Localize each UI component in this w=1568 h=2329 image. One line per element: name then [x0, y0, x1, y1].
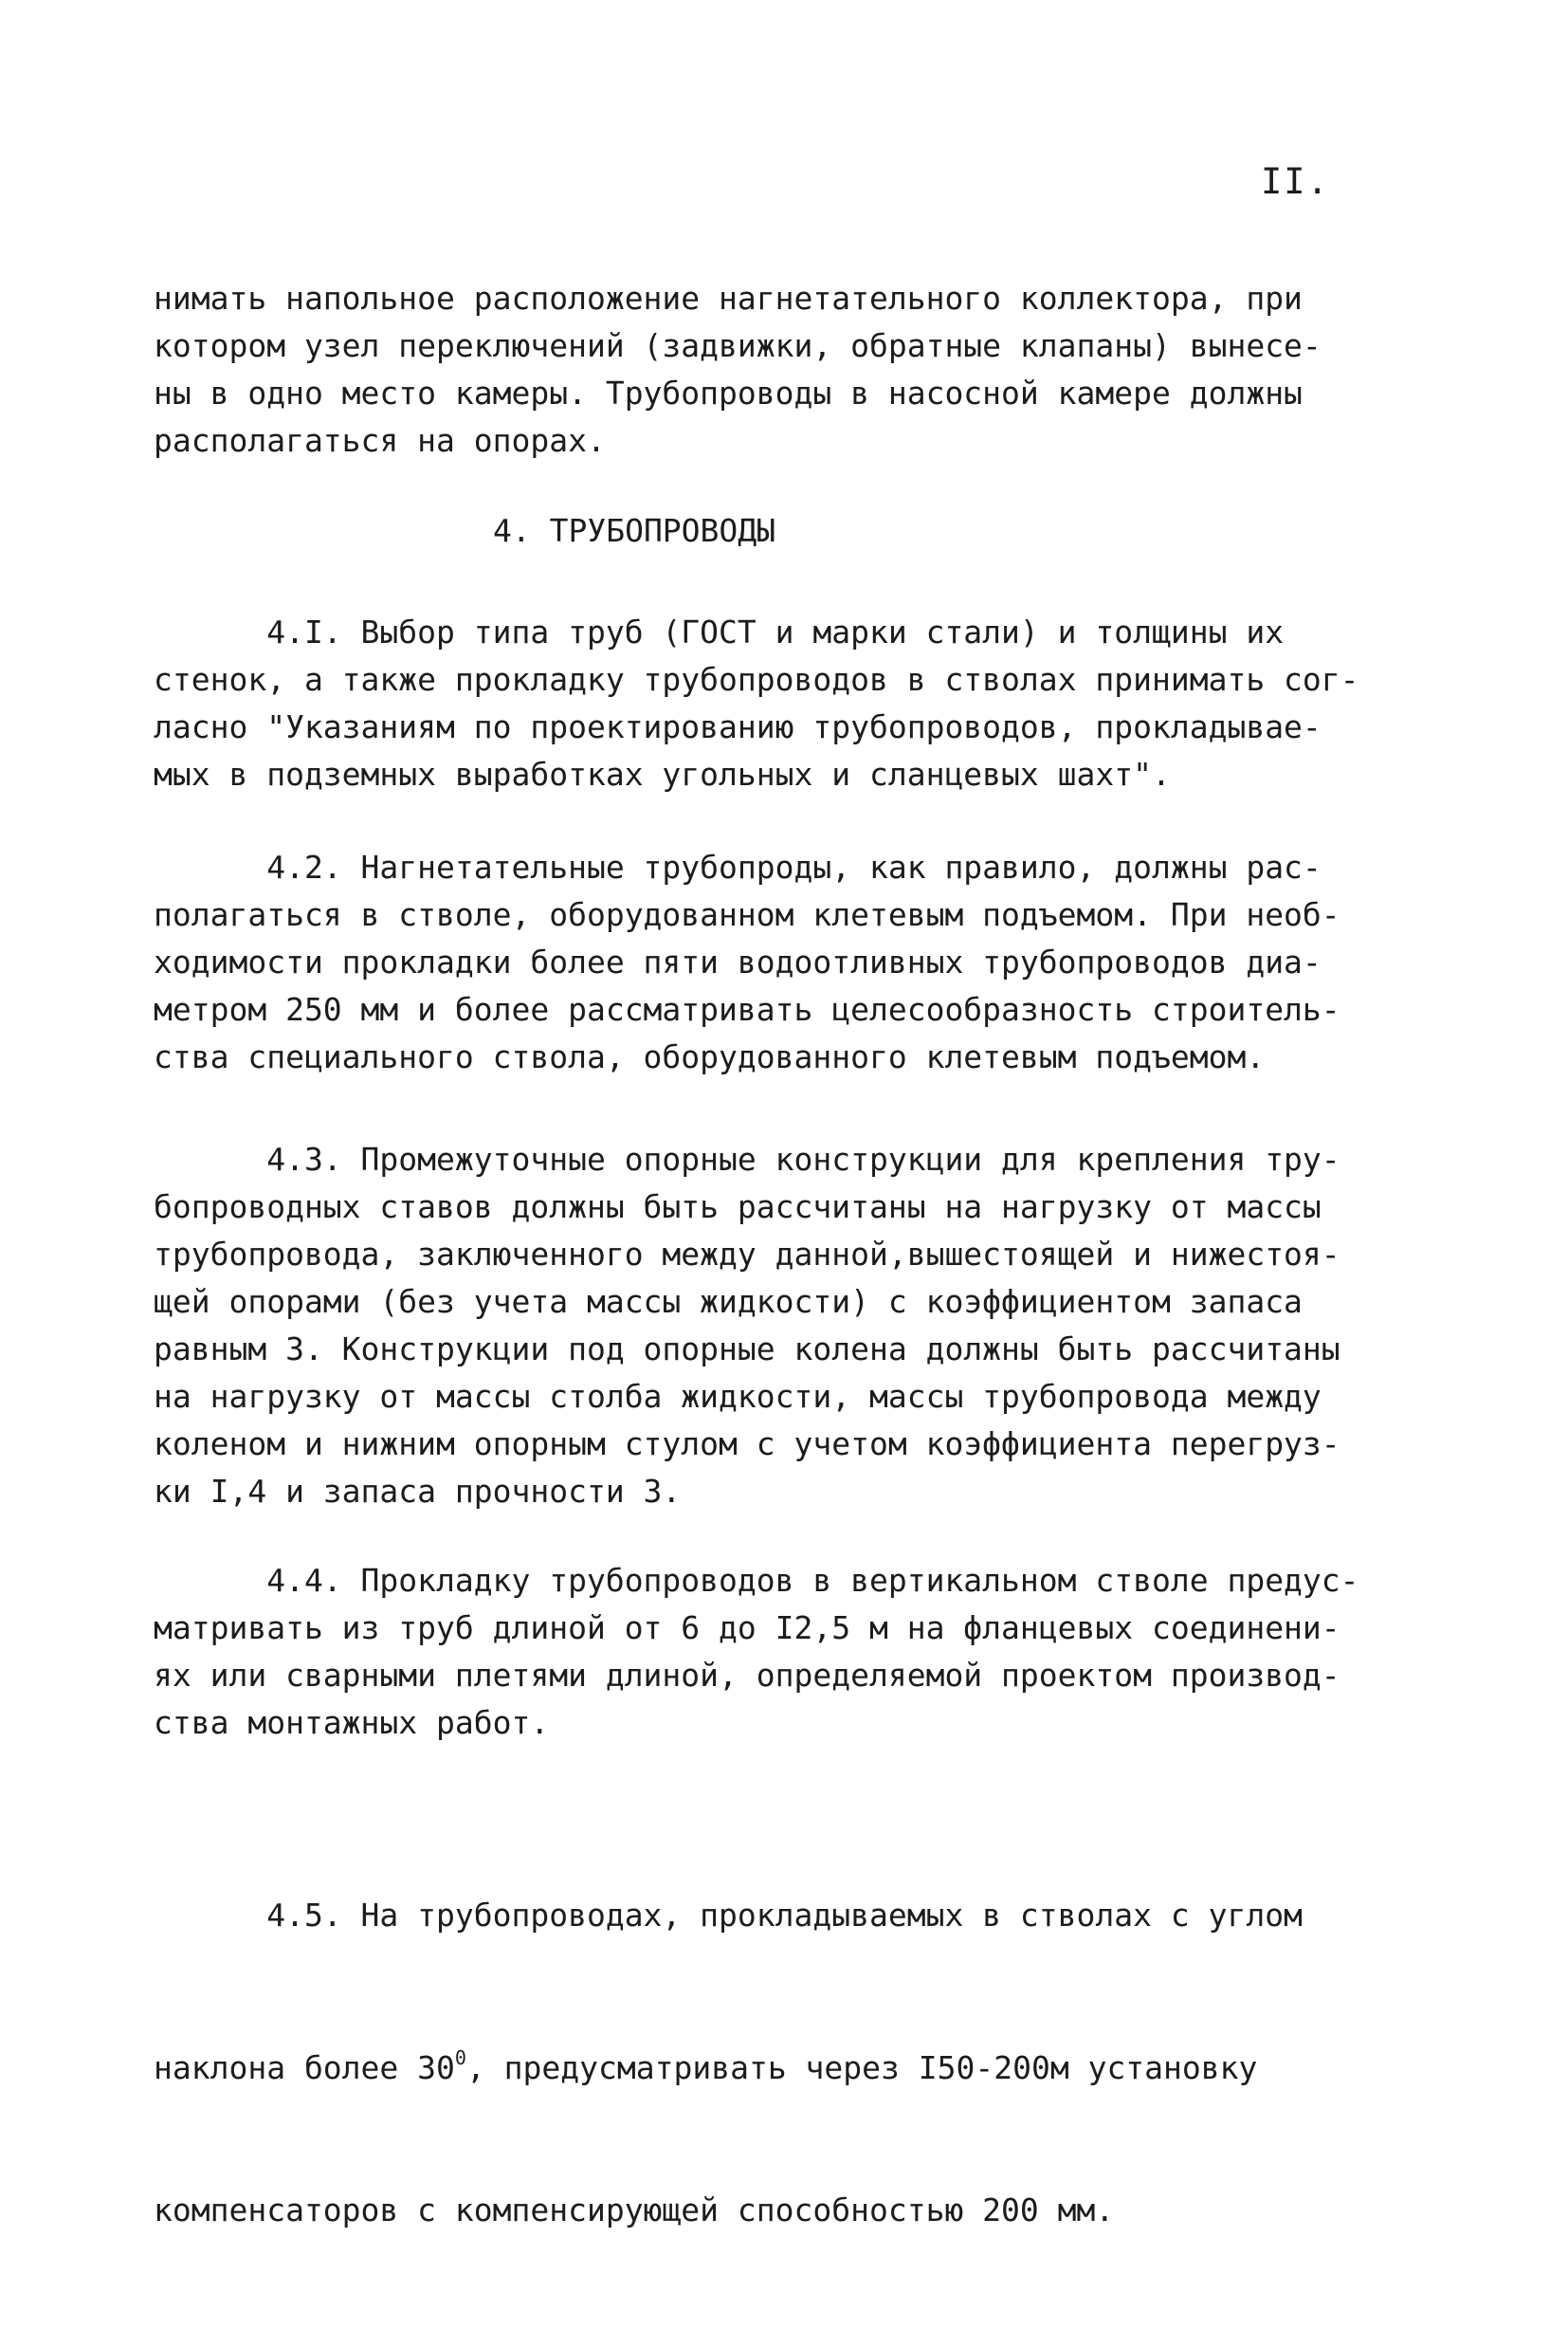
line-2-text-after: , предусматривать через I50-200м установку [465, 2049, 1258, 2086]
paragraph-4-1: 4.I. Выбор типа труб (ГОСТ и марки стали) и толщины их стенок, а также прокладку трубопроводов в стволах принимать сог- ласно "Указаниям по проектированию трубопроводов, прокладывае- мых в подземных выработках угольных и сланцевых шахт". [154, 614, 1359, 793]
paragraph-4-2: 4.2. Нагнетательные трубопроды, как правило, должны рас- полагаться в стволе, оборудованном клетевым подъемом. При необ- ходимости прокладки более пяти водоотливных трубопроводов диа- метром 250 мм и более рассматривать целесообразность строитель- ства специального ствола, оборудованного клетевым подъемом. [154, 849, 1340, 1075]
paragraph-4-4: 4.4. Прокладку трубопроводов в вертикальном стволе предус- матривать из труб длиной от 6 до I2,5 м на фланцевых соединени- ях или сварными плетями длиной, определяемой проектом производ- ства монтажных работ. [154, 1562, 1359, 1741]
paragraph-4-3: 4.3. Промежуточные опорные конструкции для крепления тру- бопроводных ставов должны быть рассчитаны на нагрузку от массы трубопровода, заключенного между данной,вышестоящей и нижестоя- щей опорами (без учета массы жидкости) с коэффициентом запаса равным 3. Конструкции под опорные колена должны быть рассчитаны на нагрузку от массы столба жидкости, массы трубопровода между коленом и нижним опорным стулом с учетом коэффициента перегруз- ки I,4 и запаса прочности 3. [154, 1141, 1340, 1510]
paragraph-4-5-line-3: компенсаторов с компенсирующей способностью 200 мм. [154, 2191, 1115, 2228]
paragraph-4-5-line-2 [154, 2034, 1414, 2092]
page-number: II. [1261, 161, 1330, 202]
paragraph-4-5-line-1: 4.5. На трубопроводах, прокладываемых в стволах с углом [154, 1897, 1303, 1934]
line-2-text-before: наклона более 30 [154, 2049, 455, 2086]
paragraph-4-5 [154, 1797, 1414, 2329]
degree-superscript: 0 [454, 2046, 466, 2069]
section-heading: 4. ТРУБОПРОВОДЫ [493, 512, 776, 549]
paragraph-intro: нимать напольное расположение нагнетательного коллектора, при котором узел переключений (задвижки, обратные клапаны) вынесе- ны в одно место камеры. Трубопроводы в насосной камере должны располагаться на опорах. [154, 280, 1322, 459]
